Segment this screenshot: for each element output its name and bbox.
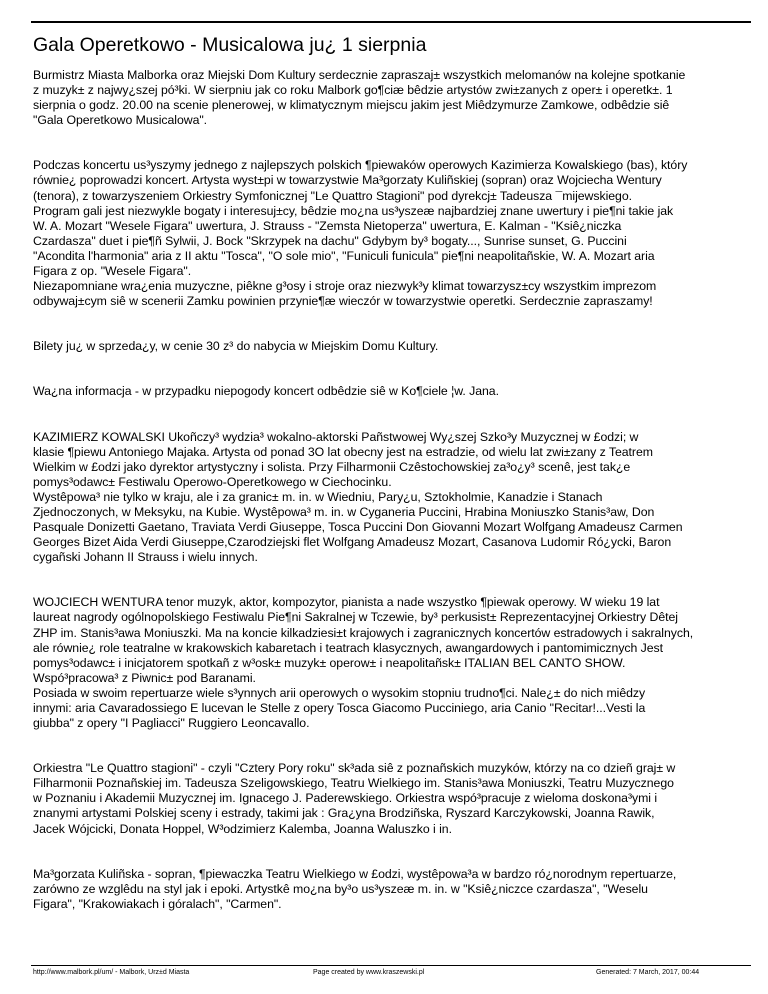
paragraph-weather-notice <box>33 384 755 399</box>
text-line: Wystêpowa³ nie tylko w kraju, ale i za granic± m. in. w Wiedniu, Pary¿u, Sztokholmie, Kanadzie i Stanach <box>33 489 603 504</box>
text-line: "Acondita l'harmonia" aria z II aktu "Tosca", "O sole mio", "Funiculi funicula" pie¶ni neapolitañskie, W. A. Mozart aria <box>33 248 655 263</box>
text-line: Figara", "Krakowiakach i góralach", "Carmen". <box>33 896 282 911</box>
text-line: z muzyk± z najwy¿szej pó³ki. W sierpniu jak co roku Malbork go¶ciæ bêdzie artystów zwi±zanych z oper± i operetk±. 1 <box>33 83 673 98</box>
text-line: pomys³odawc± i inicjatorem spotkañ z w³osk± muzyk± operow± i neapolitañsk± ITALIAN BEL CANTO SHOW. <box>33 655 626 670</box>
text-line: pomys³odawc± Festiwalu Operowo-Operetkowego w Ciechocinku. <box>33 474 392 489</box>
text-line: Wa¿na informacja - w przypadku niepogody koncert odbêdzie siê w Ko¶ciele ¦w. Jana. <box>33 384 499 399</box>
text-line: "Gala Operetkowo Musicalowa". <box>33 113 208 128</box>
text-line: w Poznaniu i Akademii Muzycznej im. Ignacego J. Paderewskiego. Orkiestra wspó³pracuje z wieloma doskona³ymi i <box>33 791 658 806</box>
text-line: Pasquale Donizetti Gaetano, Traviata Verdi Giuseppe, Tosca Puccini Don Giovanni Mozart Wolfgang Amadeusz Carmen <box>33 520 683 535</box>
paragraph-tickets <box>33 339 755 354</box>
text-line: równie¿ poprowadzi koncert. Artysta wyst±pi w towarzystwie Ma³gorzaty Kuliñskiej (sopran) oraz Wojciecha Wentury <box>33 173 662 188</box>
text-line: W. A. Mozart "Wesele Figara" uwertura, J. Strauss - "Zemsta Nietoperza" uwertura, E. Kalman - "Ksiê¿niczka <box>33 218 622 233</box>
text-line: Program gali jest niezwykle bogaty i interesuj±cy, bêdzie mo¿na us³yszeæ najbardziej znane uwertury i pie¶ni takie jak <box>33 203 674 218</box>
text-line: Filharmonii Poznañskiej im. Tadeusza Szeligowskiego, Teatru Wielkiego im. Stanis³awa Moniuszki, Teatru Muzycznego <box>33 776 674 791</box>
text-line: Jacek Wójcicki, Donata Hoppel, W³odzimierz Kalemba, Joanna Waluszko i in. <box>33 821 452 836</box>
footer-credit-link[interactable]: Page created by www.kraszewski.pl <box>313 969 425 976</box>
text-line: Podczas koncertu us³yszymy jednego z najlepszych polskich ¶piewaków operowych Kazimierza Kowalskiego (bas), który <box>33 158 688 173</box>
text-line: WOJCIECH WENTURA tenor muzyk, aktor, kompozytor, pianista a nade wszystko ¶piewak operowy. W wieku 19 lat <box>33 595 660 610</box>
footer-generated-date: Generated: 7 March, 2017, 00:44 <box>596 969 700 976</box>
text-line: Bilety ju¿ w sprzeda¿y, w cenie 30 z³ do nabycia w Miejskim Domu Kultury. <box>33 339 439 354</box>
text-line: Czardasza" duet i pie¶ñ Sylwii, J. Bock "Skrzypek na dachu" Gdybym by³ bogaty..., Sunrise sunset, G. Puccini <box>33 233 627 248</box>
text-line: Georges Bizet Aida Verdi Giuseppe,Czarodziejski flet Wolfgang Amadeusz Mozart, Casanova Ludomir Ró¿ycki, Baron <box>33 535 672 550</box>
text-line: ale równie¿ role teatralne w krakowskich kabaretach i teatrach klasycznych, awangardowych i pantomimicznych Jest <box>33 640 664 655</box>
text-line: Burmistrz Miasta Malborka oraz Miejski Dom Kultury serdecznie zapraszaj± wszystkich melomanów na kolejne spotkanie <box>33 68 686 82</box>
text-line: znanymi artystami Polskiej sceny i estrady, takimi jak : Gra¿yna Brodziñska, Ryszard Karczykowski, Joanna Rawik, <box>33 806 655 821</box>
text-line: Figara z op. "Wesele Figara". <box>33 264 192 279</box>
text-line: Wielkim w £odzi jako dyrektor artystyczny i solista. Przy Filharmonii Czêstochowskiej za³o¿y³ scenê, jest tak¿e <box>33 459 631 474</box>
text-line: odbywaj±cym siê w scenerii Zamku powinien przynie¶æ wieczór w towarzystwie operetki. Serdecznie zapraszamy! <box>33 294 653 309</box>
text-line: Zjednoczonych, w Meksyku, na Kubie. Wystêpowa³ m. in. w Cyganeria Puccini, Hrabina Moniuszko Stanis³aw, Don <box>33 504 655 519</box>
paragraph-orchestra <box>33 761 755 836</box>
text-line: KAZIMIERZ KOWALSKI Ukoñczy³ wydzia³ wokalno-aktorski Pañstwowej Wy¿szej Szko³y Muzycznej w £odzi; w <box>33 429 639 444</box>
text-line: Ma³gorzata Kuliñska - sopran, ¶piewaczka Teatru Wielkiego w £odzi, wystêpowa³a w bardzo ró¿norodnym repertuarze, <box>33 866 677 881</box>
top-rule <box>31 21 751 23</box>
footer-source-link[interactable]: http://www.malbork.pl/um/ - Malbork, Urz±d Miasta <box>33 969 190 976</box>
paragraph-kulinska-bio <box>33 867 755 912</box>
text-line: klasie ¶piewu Antoniego Majaka. Artysta od ponad 3O lat obecny jest na estradzie, od wielu lat zwi±zany z Teatrem <box>33 444 653 459</box>
page-title: Gala Operetkowo - Musicalowa ju¿ 1 sierpnia <box>33 34 427 56</box>
text-line: Wspó³pracowa³ z Piwnic± pod Baranami. <box>33 670 256 685</box>
paragraph-wentura-bio <box>33 595 755 731</box>
text-line: Orkiestra "Le Quattro stagioni" - czyli "Cztery Pory roku" sk³ada siê z poznañskich muzyków, którzy na co dzieñ graj± w <box>33 761 676 776</box>
text-line: sierpnia o godz. 20.00 na scenie plenerowej, w klimatycznym miejscu jakim jest Miêdzymurze Zamkowe, odbêdzie siê <box>33 98 670 113</box>
article-body <box>33 68 755 912</box>
text-line: (tenora), z towarzyszeniem Orkiestry Symfonicznej "Le Quattro Stagioni" pod dyrekcj± Tadeusza ¯mijewskiego. <box>33 188 632 203</box>
paragraph-kowalski-bio <box>33 430 755 566</box>
text-line: ZHP im. Stanis³awa Moniuszki. Ma na koncie kilkadziesi±t krajowych i zagranicznych koncertów estradowych i sakralnych, <box>33 625 694 640</box>
text-line: cygañski Johann II Strauss i wielu innych. <box>33 550 258 565</box>
text-line: zarówno ze wzglêdu na styl jak i epoki. Artystkê mo¿na by³o us³yszeæ m. in. w "Ksiê¿niczce czardasza", "Weselu <box>33 881 648 896</box>
paragraph-concert <box>33 158 755 309</box>
text-line: innymi: aria Cavaradossiego E lucevan le Stelle z opery Tosca Giacomo Pucciniego, aria Canio "Recitar!...Vesti la <box>33 701 646 715</box>
text-line: Posiada w swoim repertuarze wiele s³ynnych arii operowych o wysokim stopniu trudno¶ci. Nale¿± do nich miêdzy <box>33 685 646 700</box>
text-line: laureat nagrody ogólnopolskiego Festiwalu Pie¶ni Sakralnej w Tczewie, by³ perkusist± Reprezentacyjnej Orkiestry Dêtej <box>33 610 678 625</box>
text-line: giubba" z opery "I Pagliacci" Ruggiero Leoncavallo. <box>33 716 310 731</box>
text-line: Niezapomniane wra¿enia muzyczne, piêkne g³osy i stroje oraz niezwyk³y klimat towarzysz±cy wszystkim imprezom <box>33 279 657 294</box>
footer-rule <box>31 965 751 966</box>
paragraph-intro <box>33 68 755 128</box>
